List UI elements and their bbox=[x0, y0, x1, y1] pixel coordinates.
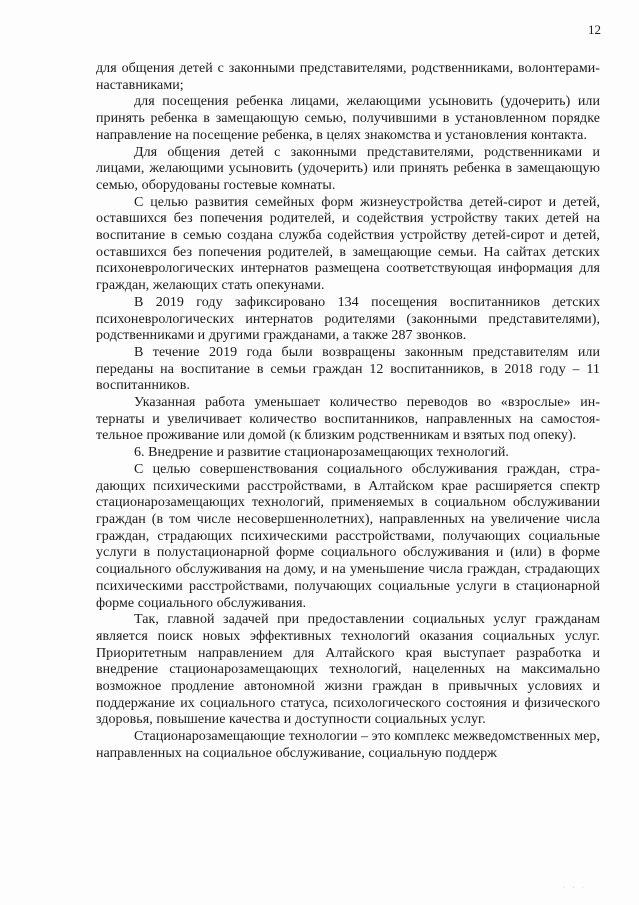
document-body bbox=[96, 61, 600, 763]
paragraph-visits: для посещения ребенка лицами, желающими усыновить (удочерить) или принять ребенка в замещающую семью, получившими в установленном порядке направление на посещение ребенка, в целях знакомства и установления контакта. bbox=[96, 94, 600, 143]
paragraph-main-task: Так, главной задачей при предоставлении социальных услуг гражданам является поиск новых эффективных технологий оказания социальных услуг. Приоритетным направлением для Алтайского края выступает разработка и внедрение стационарозамещающих технологий, нацеленных на максимально возможное продление автономной жизни граждан в привычных условиях и поддержание их социального статуса, психологического состояния и физического здоровья, повышение качества и доступности социальных услуг. bbox=[96, 612, 600, 728]
paragraph-continuation: для общения детей с законными представителями, родственниками, волонтерами-наставниками; bbox=[96, 61, 600, 93]
paragraph-technologies-expansion: С целью совершенствования социального обслуживания граждан, страдающих психическими расстройствами, в Алтайском крае расширяется спектр стационарозамещающих технологий, применяемых в социальном обслуживании граждан (в том числе несовершеннолетних), направленных на увеличение числа граждан, страдающих психическими расстройствами, получающих социальные услуги в полустационарной форме социального обслуживания и (или) в форме социального обслуживания на дому, и на уменьшение числа граждан, страдающих психическими расстройствами, получающих социальные услуги в стационарной форме социального обслуживания. bbox=[96, 461, 600, 611]
page-number: 12 bbox=[588, 22, 601, 37]
scan-specks: · · · bbox=[563, 885, 587, 891]
paragraph-guest-rooms: Для общения детей с законными представителями, родственниками и лицами, желающими усыновить (удочерить) или принять ребенка в замещающую семью, оборудованы гостевые комнаты. bbox=[96, 144, 600, 193]
paragraph-definition: Стационарозамещающие технологии – это комплекс межведомственных мер, направленных на социальное обслуживание, социальную поддерж bbox=[96, 729, 600, 761]
paragraph-family-service: С целью развития семейных форм жизнеустройства детей-сирот и детей, оставшихся без попечения родителей, и содействия устройству таких детей на воспитание в семью создана служба содействия устройству детей-сирот и детей, оставшихся без попечения родителей, в замещающие семьи. На сайтах детских психоневрологических интернатов размещена соответствующая информация для граждан, желающих стать опекунами. bbox=[96, 194, 600, 294]
paragraph-2019-visits: В 2019 году зафиксировано 134 посещения воспитанников детских психоневрологических интернатов родителями (законными представителями), родственниками и другими гражданами, а также 287 звонков. bbox=[96, 294, 600, 344]
section-heading-6: 6. Внедрение и развитие стационарозамещающих технологий. bbox=[134, 445, 509, 461]
paragraph-transfers: Указанная работа уменьшает количество переводов во «взрослые» интернаты и увеличивает количество воспитанников, направленных на самостоятельное проживание или домой (к близким родственникам и взятых под опеку). bbox=[96, 395, 600, 444]
paragraph-returned-children: В течение 2019 года были возвращены законным представителям или переданы на воспитание в семьи граждан 12 воспитанников, в 2018 году – 11 воспитанников. bbox=[96, 344, 600, 394]
